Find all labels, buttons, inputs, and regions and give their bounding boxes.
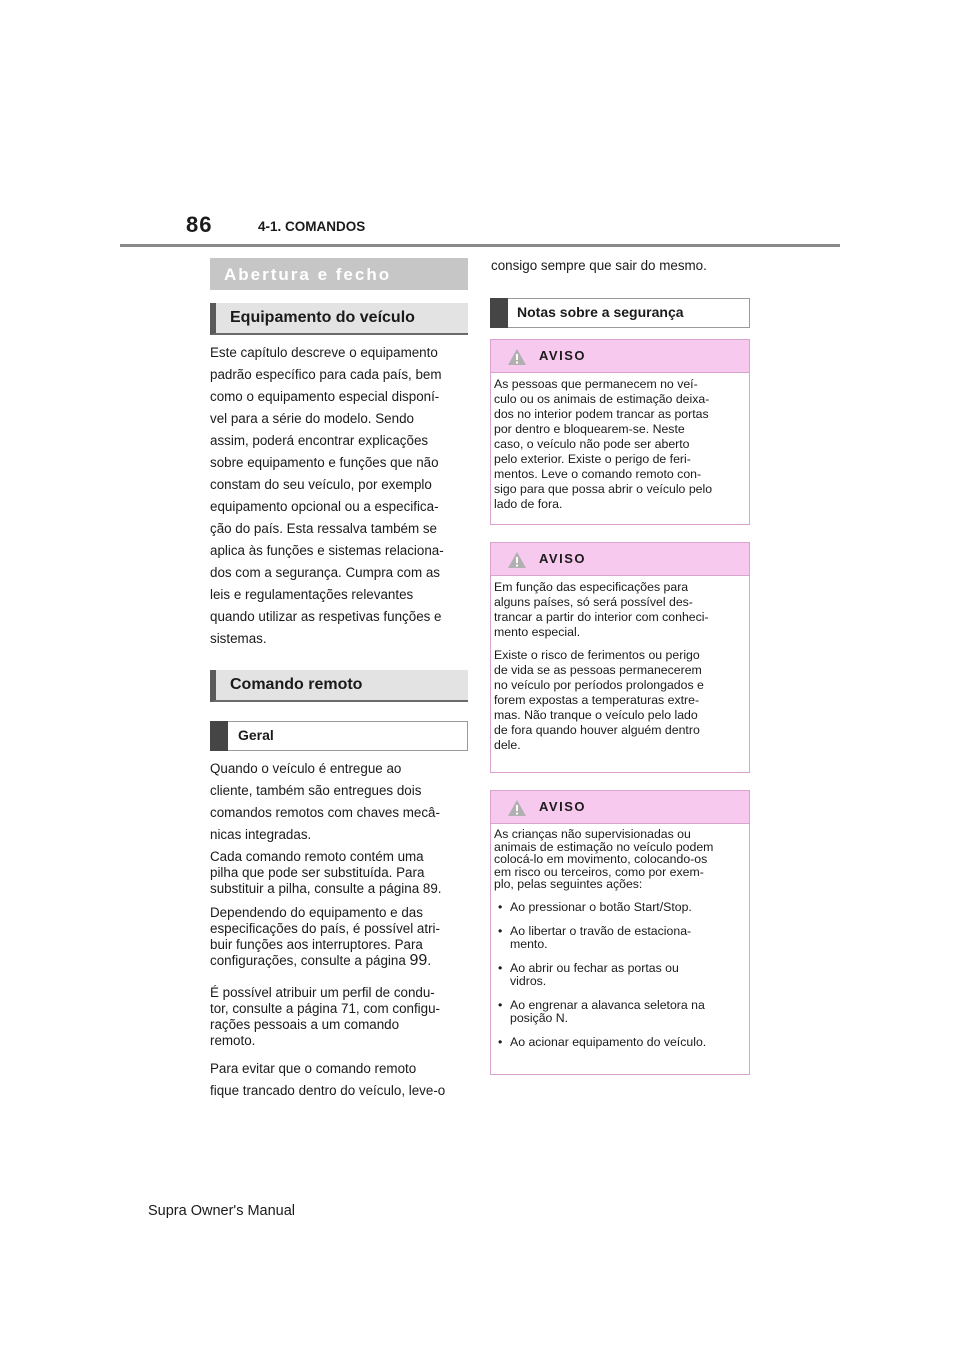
general-paragraph <box>210 758 475 846</box>
text-line: como o equipamento especial disponí- <box>210 389 440 404</box>
bullet: • <box>498 998 503 1012</box>
text-line: plo, pelas seguintes ações: <box>494 877 643 891</box>
heading-bar <box>490 298 508 328</box>
footer-manual-title: Supra Owner's Manual <box>148 1203 296 1219</box>
intro-paragraph <box>210 342 475 650</box>
text-line: Cada comando remoto contém uma <box>210 849 424 864</box>
text-line: ção do país. Esta ressalva também se <box>210 521 438 536</box>
bullet: • <box>498 924 503 938</box>
text-line: de fora quando houver alguém dentro <box>494 723 700 737</box>
section-title: 4-1. COMANDOS <box>258 219 366 234</box>
text-line: Existe o risco de ferimentos ou perigo <box>494 648 700 662</box>
warning-paragraph <box>494 648 741 753</box>
text-line: nicas integradas. <box>210 827 312 842</box>
text-line: leis e regulamentações relevantes <box>210 587 414 602</box>
text-line: As crianças não supervisionadas ou <box>494 827 691 841</box>
page-reference: 99 <box>409 952 428 969</box>
text-line: comandos remotos com chaves mecâ- <box>210 805 440 820</box>
warning-paragraph <box>494 828 741 891</box>
warning-box-2 <box>490 542 750 773</box>
warning-triangle-icon <box>507 348 527 366</box>
text-line: Ao engrenar a alavanca seletora na <box>510 998 705 1012</box>
main-heading-label: Abertura e fecho <box>224 265 392 284</box>
text-line: aplica às funções e sistemas relaciona- <box>210 543 444 558</box>
list-item <box>494 1036 741 1049</box>
text-line: em risco ou terceiros, como por exem- <box>494 864 704 879</box>
list-item <box>494 999 741 1024</box>
text-line: dos no interior podem trancar as portas <box>494 407 709 421</box>
text-line: colocá-lo em movimento, colocando-os <box>494 852 708 866</box>
text-line: pelo exterior. Existe o perigo de feri- <box>494 452 691 466</box>
text-line: caso, o veículo não pode ser aberto <box>494 437 690 451</box>
text-line: lado de fora. <box>494 497 563 511</box>
text-line: vidros. <box>510 973 547 988</box>
text-line: remoto. <box>210 1033 256 1048</box>
text-line: substituir a pilha, consulte a página 89. <box>210 881 442 896</box>
text-line: Ao libertar o travão de estaciona- <box>510 924 692 938</box>
list-item <box>494 901 741 914</box>
text-line: tor, consulte a página 71, com configu- <box>210 1001 441 1016</box>
continuation-text: consigo sempre que sair do mesmo. <box>491 258 707 273</box>
text-line: padrão específico para cada país, bem <box>210 367 442 382</box>
text-line: mento especial. <box>494 625 581 639</box>
warning-box-1 <box>490 339 750 525</box>
small-heading-label: Geral <box>238 727 274 743</box>
text-line: vel para a série do modelo. Sendo <box>210 411 414 426</box>
text-line: mentos. Leve o comando remoto con- <box>494 467 702 481</box>
text-line: assim, poderá encontrar explicações <box>210 433 429 448</box>
text-line: posição N. <box>510 1010 569 1025</box>
text-line: buir funções aos interruptores. Para <box>210 937 423 952</box>
text-line: sobre equipamento e funções que não <box>210 455 439 470</box>
text-line: pilha que pode ser substituída. Para <box>210 865 425 880</box>
subheading-equipment <box>210 303 468 335</box>
text-line: trancar a partir do interior com conheci- <box>494 610 709 624</box>
warning-body <box>491 576 749 753</box>
warning-triangle-icon <box>507 551 527 569</box>
warning-paragraph <box>494 580 741 640</box>
text-line: Ao abrir ou fechar as portas ou <box>510 961 679 975</box>
text-line: especificações do país, é possível atri- <box>210 921 440 936</box>
profile-paragraph <box>210 985 475 1049</box>
text-line: Quando o veículo é entregue ao <box>210 761 402 776</box>
warning-box-3 <box>490 790 750 1075</box>
text-line <box>210 953 475 969</box>
text-line: Dependendo do equipamento e das <box>210 905 423 920</box>
text-line: cliente, também são entregues dois <box>210 783 422 798</box>
text-line: culo ou os animais de estimação deixa- <box>494 392 710 406</box>
text-line: As pessoas que permanecem no veí- <box>494 377 698 391</box>
text-line: no veículo por períodos prolongados e <box>494 678 704 692</box>
text-line: rações pessoais a um comando <box>210 1017 400 1032</box>
header-divider <box>120 244 840 247</box>
warning-body <box>491 373 749 512</box>
subheading-remote-label: Comando remoto <box>230 676 363 693</box>
text-line: fique trancado dentro do veículo, leve-o <box>210 1083 446 1098</box>
notes-heading <box>490 298 750 328</box>
list-item <box>494 962 741 987</box>
text-line: constam do seu veículo, por exemplo <box>210 477 432 492</box>
warning-list <box>494 901 741 1049</box>
small-heading-general <box>210 721 468 751</box>
heading-bar <box>210 721 228 751</box>
main-heading <box>210 258 468 290</box>
locked-in-paragraph <box>210 1058 475 1102</box>
text-line: Este capítulo descreve o equipamento <box>210 345 438 360</box>
text-line: forem expostas a temperaturas extre- <box>494 693 700 707</box>
battery-paragraph <box>210 849 475 897</box>
text-line: Ao pressionar o botão Start/Stop. <box>510 899 692 914</box>
text-line: Ao acionar equipamento do veículo. <box>510 1035 707 1049</box>
text-line: Em função das especificações para <box>494 580 689 594</box>
notes-heading-label: Notas sobre a segurança <box>517 304 684 320</box>
text-line: dele. <box>494 738 521 752</box>
text-fragment: . <box>427 953 432 968</box>
text-line: sigo para que possa abrir o veículo pelo <box>494 482 713 496</box>
text-line: animais de estimação no veículo podem <box>494 839 714 854</box>
text-line: por dentro e bloquearem-se. Neste <box>494 422 685 436</box>
text-line: mas. Não tranque o veículo pelo lado <box>494 708 698 722</box>
warning-header <box>491 340 749 373</box>
text-line: equipamento opcional ou a especifica- <box>210 499 439 514</box>
text-line: quando utilizar as respetivas funções e <box>210 609 442 624</box>
warning-title: AVISO <box>539 551 586 566</box>
warning-title: AVISO <box>539 799 586 814</box>
text-line: Para evitar que o comando remoto <box>210 1061 417 1076</box>
text-line: alguns países, só será possível des- <box>494 595 693 609</box>
warning-triangle-icon <box>507 799 527 817</box>
text-line: sistemas. <box>210 631 267 646</box>
bullet: • <box>498 899 503 914</box>
warning-title: AVISO <box>539 348 586 363</box>
text-line: de vida se as pessoas permanecerem <box>494 663 702 677</box>
warning-body <box>491 824 749 1049</box>
text-line: É possível atribuir um perfil de condu- <box>210 985 435 1000</box>
warning-header <box>491 543 749 576</box>
text-fragment: configurações, consulte a página <box>210 953 410 968</box>
warning-header <box>491 791 749 824</box>
list-item <box>494 925 741 950</box>
text-line: dos com a segurança. Cumpra com as <box>210 565 440 580</box>
functions-paragraph <box>210 905 475 969</box>
text-line: mento. <box>510 936 548 951</box>
bullet: • <box>498 1035 503 1049</box>
subheading-remote <box>210 670 468 702</box>
bullet: • <box>498 961 503 975</box>
page-number: 86 <box>186 212 213 237</box>
subheading-equipment-label: Equipamento do veículo <box>230 309 415 326</box>
